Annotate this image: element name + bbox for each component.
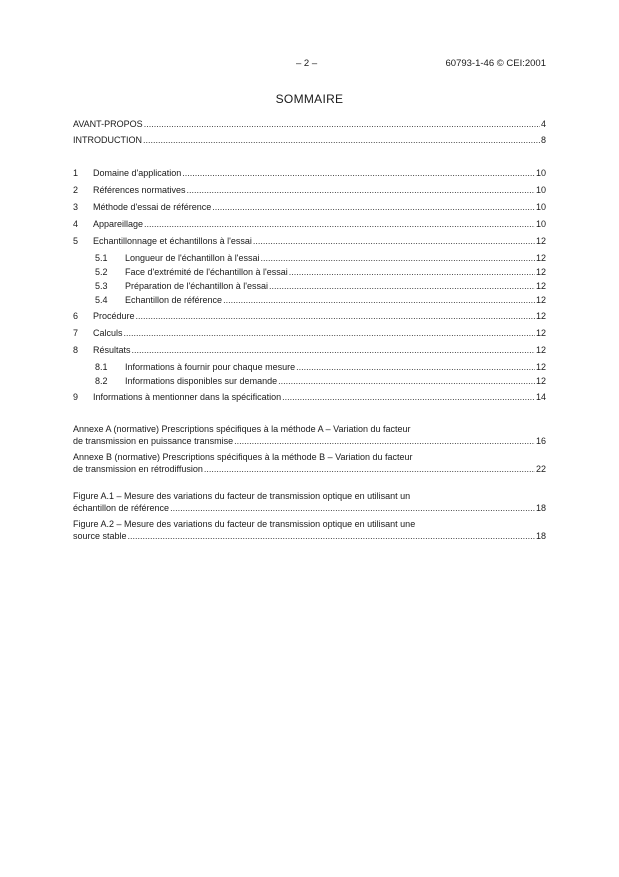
section-number: 5.4 [95,295,108,305]
toc-entry-text: Calculs [93,328,123,338]
toc-entry-text-continued: source stable [73,531,127,541]
toc-entry-text: Annexe B (normative) Prescriptions spécifiques à la méthode B – Variation du facteur [73,452,413,462]
section-number: 8.1 [95,362,108,372]
section-number: 9 [73,392,79,402]
section-number: 3 [73,202,79,212]
toc-entry-text: Préparation de l'échantillon à l'essai [125,281,269,291]
page-header [0,58,619,72]
toc-entry-page: 10 [535,185,546,195]
toc-entry-text: Appareillage [93,219,144,229]
section-number: 6 [73,311,79,321]
toc-entry-page: 12 [535,345,546,355]
toc-entry-subsection[interactable] [73,375,546,387]
toc-entry-section[interactable] [73,201,546,213]
toc-entry-text-continued: de transmission en puissance transmise [73,436,234,446]
toc-entry-avant-propos[interactable] [73,118,546,130]
toc-entry-section[interactable] [73,167,546,179]
toc-entry-page: 12 [535,328,546,338]
toc-entry-page: 10 [535,219,546,229]
section-number: 5.3 [95,281,108,291]
toc-entry-page: 12 [535,236,546,246]
toc-entry-section[interactable] [73,327,546,339]
toc-entry-page: 10 [535,168,546,178]
toc-entry-text: Face d'extrémité de l'échantillon à l'essai [125,267,288,277]
section-number: 5.1 [95,253,108,263]
toc-entry-section[interactable] [73,218,546,230]
toc-entry-text-continued: échantillon de référence [73,503,170,513]
toc-entry-text: INTRODUCTION [73,135,142,145]
section-number: 4 [73,219,79,229]
toc-entry-page: 12 [535,311,546,321]
toc-entry-subsection[interactable] [73,252,546,264]
toc-entry-text: Procédure [93,311,135,321]
page-title: SOMMAIRE [275,92,344,106]
toc-entry-page: 12 [535,362,546,372]
section-number: 2 [73,185,79,195]
toc-entry-page: 18 [535,531,546,541]
toc-entry-subsection[interactable] [73,266,546,278]
toc-entry-text: Echantillon de référence [125,295,223,305]
toc-entry-text: Longueur de l'échantillon à l'essai [125,253,260,263]
toc-entry-page: 10 [535,202,546,212]
toc-entry-page: 12 [535,267,546,277]
toc-entry-section[interactable] [73,344,546,356]
page-number: – 2 – [296,58,318,69]
section-number: 7 [73,328,79,338]
toc-entry-text: Informations disponibles sur demande [125,376,278,386]
toc-entry-figure-a2[interactable] [73,518,546,542]
toc-entry-subsection[interactable] [73,361,546,373]
toc-entry-section[interactable] [73,391,546,403]
toc-entry-page: 18 [535,503,546,513]
toc-entry-figure-a1[interactable] [73,490,546,514]
toc-entry-text: Echantillonnage et échantillons à l'essai [93,236,252,246]
toc-entry-text: Figure A.1 – Mesure des variations du facteur de transmission optique en utilisant un [73,491,411,501]
toc-entry-subsection[interactable] [73,294,546,306]
toc-entry-page: 16 [535,436,546,446]
toc-entry-annex-b[interactable] [73,451,546,475]
section-number: 1 [73,168,79,178]
toc-entry-page: 12 [535,281,546,291]
section-number: 5 [73,236,79,246]
toc-entry-page: 22 [535,464,546,474]
section-number: 5.2 [95,267,108,277]
toc-entry-page: 12 [535,376,546,386]
toc-entry-page: 14 [535,392,546,402]
toc-entry-page: 8 [540,135,546,145]
toc-entry-text: AVANT-PROPOS [73,119,143,129]
toc-entry-text: Figure A.2 – Mesure des variations du facteur de transmission optique en utilisant une [73,519,416,529]
toc-entry-page: 12 [535,295,546,305]
toc-entry-page: 12 [535,253,546,263]
toc-entry-section[interactable] [73,184,546,196]
toc-entry-section[interactable] [73,235,546,247]
toc-entry-text: Informations à mentionner dans la spécification [93,392,282,402]
document-reference: 60793-1-46 © CEI:2001 [445,58,546,69]
toc-entry-annex-a[interactable] [73,423,546,447]
toc-entry-text: Annexe A (normative) Prescriptions spécifiques à la méthode A – Variation du facteur [73,424,411,434]
toc-entry-text: Résultats [93,345,131,355]
section-number: 8.2 [95,376,108,386]
toc-entry-page: 4 [540,119,546,129]
toc-entry-section[interactable] [73,310,546,322]
toc-entry-text: Informations à fournir pour chaque mesure [125,362,296,372]
toc-entry-text: Domaine d'application [93,168,182,178]
toc-entry-introduction[interactable] [73,134,546,146]
toc-entry-subsection[interactable] [73,280,546,292]
toc-entry-text-continued: de transmission en rétrodiffusion [73,464,203,474]
section-number: 8 [73,345,79,355]
toc-entry-text: Références normatives [93,185,186,195]
toc-entry-text: Méthode d'essai de référence [93,202,212,212]
